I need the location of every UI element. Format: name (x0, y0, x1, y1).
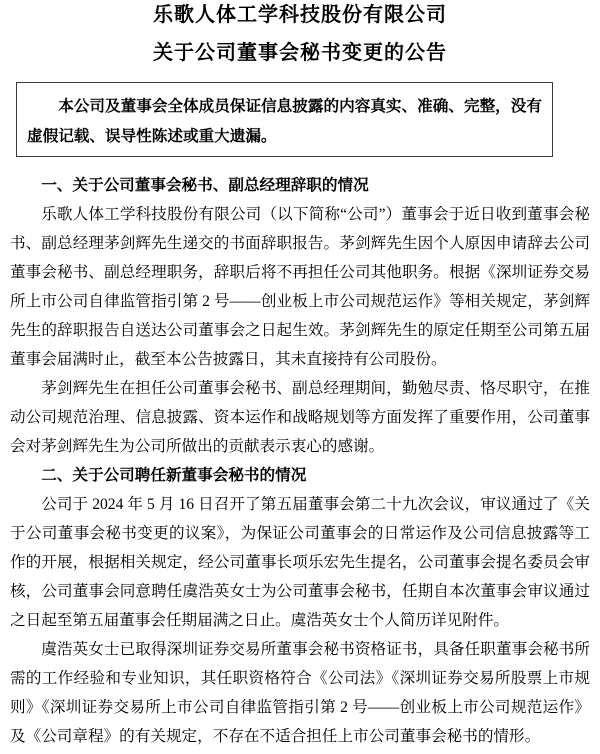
section-2-paragraph-1: 公司于 2024 年 5 月 16 日召开了第五届董事会第二十九次会议，审议通过了《关于公司董事会秘书变更的议案》，为保证公司董事会的日常运作及公司信息披露等工作的开展，根据相关规定，经公司董事长项乐宏先生提名，公司董事会提名委员会审核，公司董事会同意聘任虞浩英女士为公司董事会秘书，任期自本次董事会审议通过之日起至第五届董事会任期届满之日止。虞浩英女士个人简历详见附件。 (10, 496, 590, 629)
document-body (10, 171, 590, 751)
section-1-paragraph-2: 茅剑辉先生在担任公司董事会秘书、副总经理期间，勤勉尽责、恪尽职守，在推动公司规范治理、信息披露、资本运作和战略规划等方面发挥了重要作用，公司董事会对茅剑辉先生为公司所做出的贡献表示衷心的感谢。 (10, 380, 590, 455)
section-1-heading: 一、关于公司董事会秘书、副总经理辞职的情况 (41, 177, 369, 194)
announcement-title: 关于公司董事会秘书变更的公告 (153, 42, 447, 64)
section-1-paragraph-1: 乐歌人体工学科技股份有限公司（以下简称“公司”）董事会于近日收到董事会秘书、副总经理茅剑辉先生递交的书面辞职报告。茅剑辉先生因个人原因申请辞去公司董事会秘书、副总经理职务，辞职后将不再担任公司其他职务。根据《深圳证券交易所上市公司自律监管指引第 2 号——创业板上市公司规范运作》等相关规定，茅剑辉先生的辞职报告自送达公司董事会之日起生效。茅剑辉先生的原定任期至公司第五届董事会届满时止，截至本公告披露日，其未直接持有公司股份。 (10, 206, 590, 368)
disclaimer-box: 本公司及董事会全体成员保证信息披露的内容真实、准确、完整，没有虚假记载、误导性陈述或重大遗漏。 (16, 82, 553, 157)
section-2-paragraph-2: 虞浩英女士已取得深圳证券交易所董事会秘书资格证书，具备任职董事会秘书所需的工作经验和专业知识，其任职资格符合《公司法》《深圳证券交易所股票上市规则》《深圳证券交易所上市公司自律监管指引第 2 号——创业板上市公司规范运作》及《公司章程》的有关规定，不存在不适合担任上市公司董事会秘书的情形。 (10, 641, 590, 745)
section-2-heading: 二、关于公司聘任新董事会秘书的情况 (41, 467, 307, 484)
company-name-title: 乐歌人体工学科技股份有限公司 (153, 4, 447, 26)
